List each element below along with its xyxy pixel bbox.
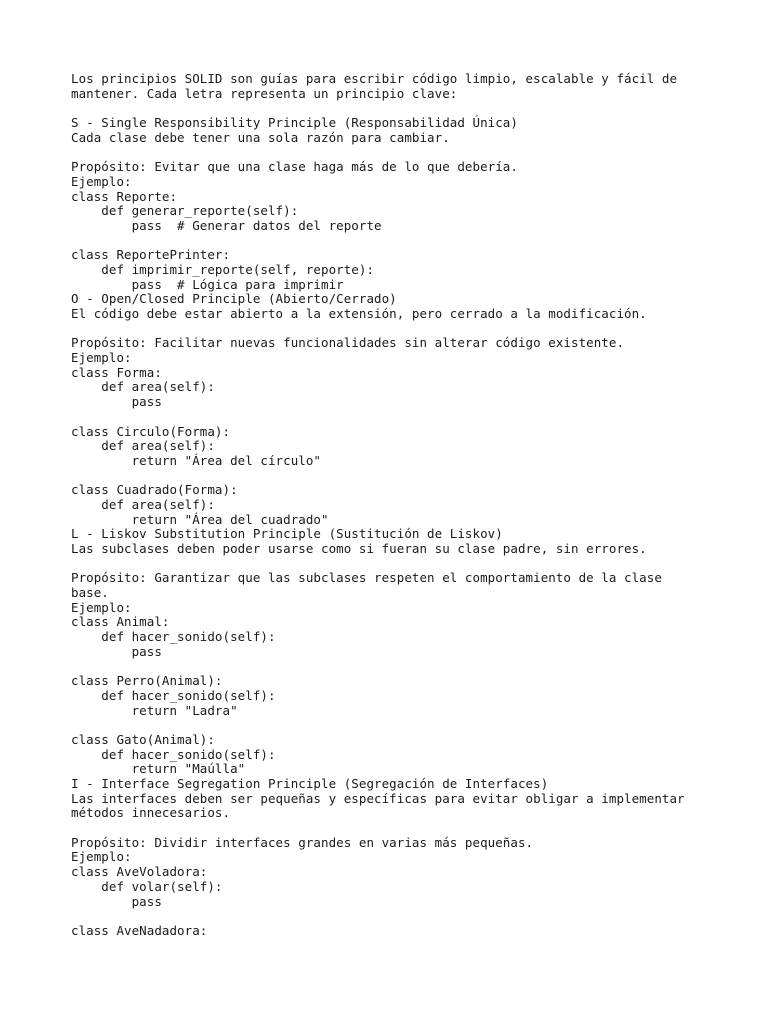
text-line: class Reporte: — [71, 188, 178, 204]
text-line: class Forma: — [71, 364, 162, 380]
text-line: métodos innecesarios. — [71, 805, 231, 821]
blank-line — [71, 718, 711, 733]
text-line: Propósito: Garantizar que las subclases respeten el comportamiento de la clase — [71, 570, 662, 586]
blank-line — [71, 101, 711, 116]
text-line: pass # Lógica para imprimir — [71, 276, 344, 292]
blank-line — [71, 234, 711, 249]
text-line: class Cuadrado(Forma): — [71, 482, 238, 498]
text-line: Propósito: Facilitar nuevas funcionalidades sin alterar código existente. — [71, 335, 625, 351]
text-line: Propósito: Evitar que una clase haga más de lo que debería. — [71, 159, 518, 175]
text-line: class AveVoladora: — [71, 864, 208, 880]
text-line: Ejemplo: — [71, 350, 132, 366]
text-line: class Perro(Animal): — [71, 673, 223, 689]
text-line: Las interfaces deben ser pequeñas y específicas para evitar obligar a implementar — [71, 790, 685, 806]
text-line: def imprimir_reporte(self, reporte): — [71, 261, 375, 277]
blank-line — [71, 145, 711, 160]
text-line: L - Liskov Substitution Principle (Sustitución de Liskov) — [71, 526, 503, 542]
text-line: Las subclases deben poder usarse como si fueran su clase padre, sin errores. — [71, 541, 647, 556]
text-line: El código debe estar abierto a la extensión, pero cerrado a la modificación. — [71, 306, 647, 321]
text-line: base. — [71, 585, 109, 601]
text-line: class ReportePrinter: — [71, 247, 231, 263]
text-line: def hacer_sonido(self): — [71, 687, 276, 703]
text-line: def generar_reporte(self): — [71, 203, 299, 219]
text-line: Ejemplo: — [71, 173, 132, 189]
text-line: return "Área del círculo" — [71, 452, 321, 468]
text-line: pass — [71, 643, 162, 659]
text-line: class AveNadadora: — [71, 922, 208, 938]
blank-line — [71, 821, 711, 836]
text-line: class Animal: — [71, 614, 170, 630]
document-page — [71, 72, 711, 939]
text-line: return "Ladra" — [71, 702, 238, 718]
text-line: def area(self): — [71, 379, 215, 395]
text-line: def area(self): — [71, 496, 215, 512]
text-line: pass # Generar datos del reporte — [71, 217, 382, 233]
text-line: I - Interface Segregation Principle (Segregación de Interfaces) — [71, 776, 549, 791]
text-line: pass — [71, 893, 162, 909]
text-line: return "Área del cuadrado" — [71, 511, 329, 527]
blank-line — [71, 469, 711, 484]
text-line: return "Maúlla" — [71, 761, 246, 777]
text-line: Ejemplo: — [71, 599, 132, 615]
text-line: class Circulo(Forma): — [71, 423, 231, 439]
text-line: pass — [71, 394, 162, 410]
text-line: class Gato(Animal): — [71, 731, 215, 747]
text-line: Ejemplo: — [71, 849, 132, 865]
text-line: mantener. Cada letra representa un principio clave: — [71, 85, 458, 101]
blank-line — [71, 909, 711, 924]
blank-line — [71, 660, 711, 675]
text-line: def hacer_sonido(self): — [71, 746, 276, 762]
text-line: def hacer_sonido(self): — [71, 629, 276, 645]
text-line: Cada clase debe tener una sola razón para cambiar. — [71, 129, 450, 145]
blank-line — [71, 557, 711, 572]
blank-line — [71, 410, 711, 425]
text-line: def volar(self): — [71, 878, 223, 894]
text-line: Propósito: Dividir interfaces grandes en varias más pequeñas. — [71, 834, 534, 850]
text-line: def area(self): — [71, 438, 215, 454]
blank-line — [71, 322, 711, 337]
text-line: S - Single Responsibility Principle (Responsabilidad Única) — [71, 115, 518, 131]
text-line: O - Open/Closed Principle (Abierto/Cerrado) — [71, 291, 397, 307]
text-line: Los principios SOLID son guías para escribir código limpio, escalable y fácil de — [71, 71, 678, 86]
